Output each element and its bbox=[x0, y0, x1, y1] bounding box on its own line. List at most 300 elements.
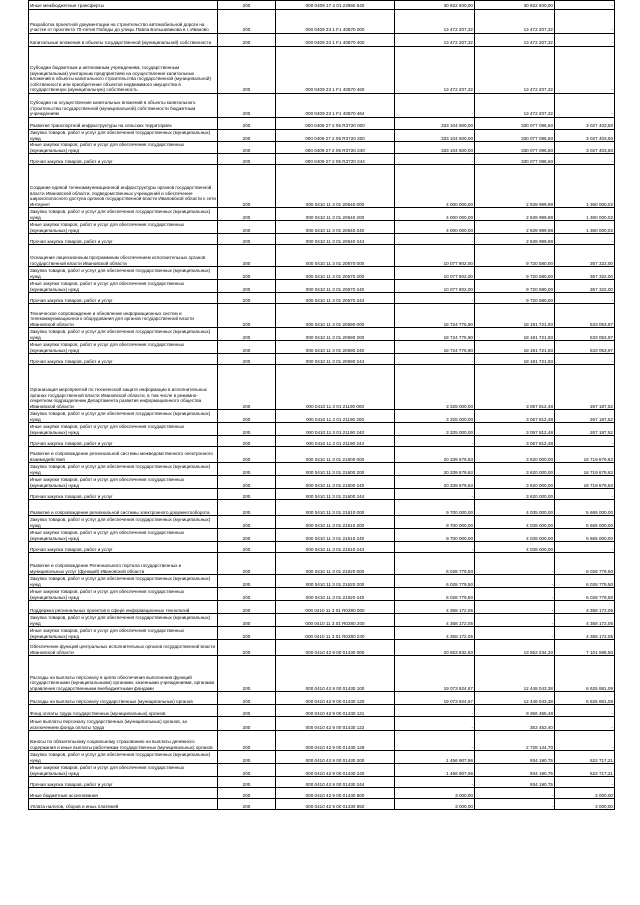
row-code-cell: 200 bbox=[218, 463, 276, 476]
row-executed-cell: 13 472 207,32 bbox=[475, 47, 555, 94]
row-executed-cell: 12 448 043,38 bbox=[475, 692, 555, 705]
row-name-cell: Закупка товаров, работ и услуг для обеспечения государственных (муниципальных) нужд bbox=[29, 410, 218, 423]
row-remaining-cell: 522 717,21 bbox=[555, 751, 615, 764]
row-code-cell: 200 bbox=[218, 705, 276, 717]
row-name-cell: Разработка проектной документации на строительство автомобильной дороги на участке от проспекта 70-летия Победы до улицы Павла Большевикова в г. Иваново bbox=[29, 10, 218, 34]
table-row bbox=[29, 234, 615, 245]
row-approved-cell: - bbox=[395, 717, 475, 731]
table-row bbox=[29, 788, 615, 799]
table-row bbox=[29, 267, 615, 280]
row-classification-cell: 000 0410 42 9 00 01430 100 bbox=[276, 656, 395, 692]
table-row bbox=[29, 476, 615, 489]
row-name-cell: Закупка товаров, работ и услуг для обеспечения государственных (муниципальных) нужд bbox=[29, 463, 218, 476]
row-code-cell: 200 bbox=[218, 10, 276, 34]
row-classification-cell: 000 0410 42 9 00 01430 850 bbox=[276, 799, 395, 810]
row-approved-cell: - bbox=[395, 354, 475, 365]
row-code-cell: 200 bbox=[218, 304, 276, 328]
row-approved-cell: - bbox=[395, 293, 475, 304]
table-row bbox=[29, 118, 615, 130]
row-name-cell: Развитие и сопровождение Регионального портала государственных и муниципальных услуг (функций) Ивановской области bbox=[29, 553, 218, 575]
row-code-cell: 200 bbox=[218, 94, 276, 118]
row-remaining-cell: - bbox=[555, 293, 615, 304]
row-name-cell: Иные закупки товаров, работ и услуг для обеспечения государственных (муниципальных) нужд bbox=[29, 529, 218, 542]
row-remaining-cell: 357 322,00 bbox=[555, 267, 615, 280]
row-code-cell: 200 bbox=[218, 553, 276, 575]
row-executed-cell: 9 720 580,00 bbox=[475, 267, 555, 280]
row-classification-cell: 000 0410 42 9 00 01430 244 bbox=[276, 777, 395, 788]
table-row bbox=[29, 627, 615, 640]
table-row bbox=[29, 436, 615, 447]
row-name-cell: Создание единой телекоммуникационной инфраструктуры органов государственной власти Ивановской области, подведомственных учреждений и обеспечение широкополосного доступа органов государственной власти Ивановской области к сети Интернет bbox=[29, 165, 218, 208]
row-approved-cell: 333 104 500,00 bbox=[395, 118, 475, 130]
row-remaining-cell: - bbox=[555, 717, 615, 731]
table-row bbox=[29, 601, 615, 614]
table-row bbox=[29, 10, 615, 34]
row-approved-cell: 10 077 902,00 bbox=[395, 245, 475, 267]
row-approved-cell: 1 456 907,96 bbox=[395, 751, 475, 764]
row-executed-cell: 3 057 812,48 bbox=[475, 365, 555, 410]
row-classification-cell: 000 0410 11 3 01 20690 240 bbox=[276, 341, 395, 354]
row-approved-cell: 9 700 000,00 bbox=[395, 516, 475, 529]
row-remaining-cell: 5 665 000,00 bbox=[555, 516, 615, 529]
row-code-cell: 200 bbox=[218, 489, 276, 500]
row-classification-cell: 000 0409 23 1 F1 40870 400 bbox=[276, 34, 395, 47]
row-code-cell: 200 bbox=[218, 436, 276, 447]
row-approved-cell: 20 339 679,63 bbox=[395, 476, 475, 489]
row-classification-cell: 000 0410 11 3 01 21190 000 bbox=[276, 365, 395, 410]
row-name-cell: Прочая закупка товаров, работ и услуг bbox=[29, 234, 218, 245]
row-code-cell: 200 bbox=[218, 476, 276, 489]
row-executed-cell: 13 472 207,32 bbox=[475, 10, 555, 34]
row-classification-cell: 000 0409 27 2 05 R3720 244 bbox=[276, 154, 395, 165]
table-row bbox=[29, 165, 615, 208]
row-remaining-cell: - bbox=[555, 47, 615, 94]
table-row bbox=[29, 764, 615, 777]
row-remaining-cell: - bbox=[555, 10, 615, 34]
table-row bbox=[29, 280, 615, 293]
row-executed-cell: 2 639 999,98 bbox=[475, 208, 555, 221]
row-name-cell: Поддержка региональных проектов в сфере информационных технологий bbox=[29, 601, 218, 614]
row-classification-cell: 000 0409 17 4 01 22960 540 bbox=[276, 1, 395, 10]
row-classification-cell: 000 0410 42 9 00 01430 240 bbox=[276, 764, 395, 777]
row-executed-cell: 2 639 999,98 bbox=[475, 221, 555, 234]
row-approved-cell: - bbox=[395, 234, 475, 245]
row-code-cell: 200 bbox=[218, 764, 276, 777]
row-remaining-cell: 4 358 172,05 bbox=[555, 601, 615, 614]
row-classification-cell: 000 0409 27 2 05 R3720 240 bbox=[276, 142, 395, 154]
row-classification-cell: 000 0410 11 3 01 21190 244 bbox=[276, 436, 395, 447]
row-code-cell: 200 bbox=[218, 234, 276, 245]
row-remaining-cell: - bbox=[555, 1, 615, 10]
table-row bbox=[29, 799, 615, 810]
table-row bbox=[29, 500, 615, 516]
row-executed-cell: 934 190,75 bbox=[475, 751, 555, 764]
row-name-cell: Развитие транспортной инфраструктуры на сельских территориях bbox=[29, 118, 218, 130]
row-approved-cell: 30 922 600,00 bbox=[395, 1, 475, 10]
row-executed-cell: 18 191 721,93 bbox=[475, 341, 555, 354]
row-approved-cell: 4 000 000,00 bbox=[395, 208, 475, 221]
row-classification-cell: 000 0410 42 9 00 01430 129 bbox=[276, 731, 395, 751]
table-row bbox=[29, 751, 615, 764]
row-code-cell: 200 bbox=[218, 293, 276, 304]
row-classification-cell: 000 0410 11 3 01 20640 240 bbox=[276, 221, 395, 234]
row-executed-cell: 9 720 580,00 bbox=[475, 293, 555, 304]
row-approved-cell: 3 325 000,00 bbox=[395, 365, 475, 410]
row-executed-cell: 934 190,75 bbox=[475, 764, 555, 777]
row-remaining-cell: - bbox=[555, 777, 615, 788]
row-approved-cell: 18 724 775,90 bbox=[395, 341, 475, 354]
row-classification-cell: 000 0410 42 9 00 01430 800 bbox=[276, 788, 395, 799]
row-approved-cell: 4 358 172,05 bbox=[395, 601, 475, 614]
row-name-cell: Закупка товаров, работ и услуг для обеспечения государственных (муниципальных) нужд bbox=[29, 267, 218, 280]
row-classification-cell: 000 0410 11 3 01 R0280 200 bbox=[276, 614, 395, 627]
row-name-cell: Иные закупки товаров, работ и услуг для обеспечения государственных (муниципальных) нужд bbox=[29, 341, 218, 354]
table-row bbox=[29, 142, 615, 154]
row-name-cell: Развитие и сопровождение региональной системы межведомственного электронного взаимодействия bbox=[29, 447, 218, 463]
row-code-cell: 200 bbox=[218, 165, 276, 208]
row-executed-cell: 3 620 000,00 bbox=[475, 489, 555, 500]
row-classification-cell: 000 0409 27 2 05 R3720 000 bbox=[276, 118, 395, 130]
row-remaining-cell: - bbox=[555, 94, 615, 118]
row-remaining-cell: 357 322,00 bbox=[555, 245, 615, 267]
row-classification-cell: 000 0410 42 9 00 01430 122 bbox=[276, 717, 395, 731]
row-executed-cell: 18 191 721,93 bbox=[475, 304, 555, 328]
table-row bbox=[29, 293, 615, 304]
row-remaining-cell: - bbox=[555, 542, 615, 553]
row-name-cell: Иные закупки товаров, работ и услуг для обеспечения государственных (муниципальных) нужд bbox=[29, 142, 218, 154]
row-code-cell: 200 bbox=[218, 365, 276, 410]
table-row bbox=[29, 614, 615, 627]
table-row bbox=[29, 529, 615, 542]
row-remaining-cell: 3 027 403,50 bbox=[555, 142, 615, 154]
row-remaining-cell: 16 719 679,63 bbox=[555, 447, 615, 463]
row-remaining-cell: 1 360 000,02 bbox=[555, 221, 615, 234]
row-classification-cell: 000 0410 11 3 01 20690 244 bbox=[276, 354, 395, 365]
row-executed-cell: 3 620 000,00 bbox=[475, 447, 555, 463]
table-row bbox=[29, 328, 615, 341]
table-row bbox=[29, 304, 615, 328]
row-code-cell: 200 bbox=[218, 423, 276, 436]
row-classification-cell: 000 0410 11 3 01 20640 000 bbox=[276, 165, 395, 208]
table-row bbox=[29, 423, 615, 436]
row-name-cell: Капитальные вложения в объекты государственной (муниципальной) собственности bbox=[29, 34, 218, 47]
row-classification-cell: 000 0410 11 3 01 21600 200 bbox=[276, 463, 395, 476]
row-code-cell: 200 bbox=[218, 640, 276, 656]
row-remaining-cell: - bbox=[555, 34, 615, 47]
row-code-cell: 200 bbox=[218, 516, 276, 529]
table-row bbox=[29, 354, 615, 365]
row-name-cell: Организация мероприятий по технической защите информации в исполнительных органах государственной власти Ивановской области, в том числе в режимно-секретном подразделении Департамента развития информационного общества Ивановской области bbox=[29, 365, 218, 410]
table-row bbox=[29, 94, 615, 118]
row-name-cell: Расходы на выплаты персоналу государственных (муниципальных) органов bbox=[29, 692, 218, 705]
row-code-cell: 200 bbox=[218, 799, 276, 810]
row-code-cell: 200 bbox=[218, 221, 276, 234]
table-row bbox=[29, 245, 615, 267]
row-remaining-cell: 6 028 779,50 bbox=[555, 575, 615, 588]
row-executed-cell: - bbox=[475, 627, 555, 640]
row-code-cell: 200 bbox=[218, 656, 276, 692]
row-remaining-cell: 5 665 000,00 bbox=[555, 500, 615, 516]
row-executed-cell: 3 620 000,00 bbox=[475, 463, 555, 476]
row-code-cell: 200 bbox=[218, 410, 276, 423]
row-classification-cell: 000 0410 11 3 01 20690 200 bbox=[276, 328, 395, 341]
row-approved-cell: 333 104 500,00 bbox=[395, 142, 475, 154]
row-approved-cell: - bbox=[395, 777, 475, 788]
row-remaining-cell: 7 101 598,50 bbox=[555, 640, 615, 656]
row-executed-cell: 934 190,75 bbox=[475, 777, 555, 788]
table-row bbox=[29, 705, 615, 717]
row-executed-cell: 4 035 000,00 bbox=[475, 500, 555, 516]
row-name-cell: Прочая закупка товаров, работ и услуг bbox=[29, 436, 218, 447]
row-executed-cell: - bbox=[475, 614, 555, 627]
row-classification-cell: 000 0410 11 3 01 20670 240 bbox=[276, 280, 395, 293]
row-code-cell: 200 bbox=[218, 328, 276, 341]
row-remaining-cell: 6 625 881,09 bbox=[555, 656, 615, 692]
row-approved-cell: 10 077 902,00 bbox=[395, 267, 475, 280]
row-name-cell: Прочая закупка товаров, работ и услуг bbox=[29, 542, 218, 553]
table-row bbox=[29, 130, 615, 142]
row-remaining-cell: - bbox=[555, 154, 615, 165]
row-classification-cell: 000 0410 11 3 01 21610 200 bbox=[276, 516, 395, 529]
row-name-cell: Иные закупки товаров, работ и услуг для обеспечения государственных (муниципальных) нужд bbox=[29, 588, 218, 601]
table-row bbox=[29, 47, 615, 94]
row-code-cell: 200 bbox=[218, 34, 276, 47]
row-classification-cell: 000 0410 11 3 01 R0280 000 bbox=[276, 601, 395, 614]
row-classification-cell: 000 0410 42 9 00 01430 121 bbox=[276, 705, 395, 717]
row-remaining-cell: 5 665 000,00 bbox=[555, 529, 615, 542]
row-code-cell: 200 bbox=[218, 751, 276, 764]
row-executed-cell: 2 639 999,98 bbox=[475, 234, 555, 245]
row-approved-cell: 6 028 779,50 bbox=[395, 588, 475, 601]
row-name-cell: Субсидии на осуществление капитальных вложений в объекты капитального строительства государственной (муниципальной) собственности бюджетным учреждениям bbox=[29, 94, 218, 118]
row-classification-cell: 000 0410 11 3 01 21600 000 bbox=[276, 447, 395, 463]
row-remaining-cell: 4 358 172,05 bbox=[555, 614, 615, 627]
row-remaining-cell: 533 053,97 bbox=[555, 328, 615, 341]
row-name-cell: Прочая закупка товаров, работ и услуг bbox=[29, 777, 218, 788]
row-name-cell: Закупка товаров, работ и услуг для обеспечения государственных (муниципальных) нужд bbox=[29, 575, 218, 588]
row-executed-cell: 3 057 812,48 bbox=[475, 423, 555, 436]
row-classification-cell: 000 0410 11 3 01 21610 000 bbox=[276, 500, 395, 516]
row-approved-cell: 18 724 775,90 bbox=[395, 328, 475, 341]
row-remaining-cell: - bbox=[555, 436, 615, 447]
row-remaining-cell: 267 187,52 bbox=[555, 423, 615, 436]
row-name-cell: Прочая закупка товаров, работ и услуг bbox=[29, 489, 218, 500]
row-remaining-cell: 6 625 881,09 bbox=[555, 692, 615, 705]
row-name-cell: Расходы на выплаты персоналу в целях обеспечения выполнения функций государственными (муниципальными) органами, казенными учреждениями, органами управления государственными внебюджетными фондами bbox=[29, 656, 218, 692]
row-classification-cell: 000 0410 11 3 01 21600 244 bbox=[276, 489, 395, 500]
row-remaining-cell: 522 717,21 bbox=[555, 764, 615, 777]
row-remaining-cell: 4 358 172,05 bbox=[555, 627, 615, 640]
row-classification-cell: 000 0410 11 3 01 21190 200 bbox=[276, 410, 395, 423]
row-executed-cell: 3 057 812,48 bbox=[475, 436, 555, 447]
row-executed-cell: 12 448 043,38 bbox=[475, 656, 555, 692]
row-code-cell: 200 bbox=[218, 614, 276, 627]
row-remaining-cell: 357 322,00 bbox=[555, 280, 615, 293]
row-executed-cell: 330 077 096,50 bbox=[475, 118, 555, 130]
row-remaining-cell: 267 187,52 bbox=[555, 365, 615, 410]
row-approved-cell: - bbox=[395, 436, 475, 447]
row-name-cell: Иные закупки товаров, работ и услуг для обеспечения государственных (муниципальных) нужд bbox=[29, 627, 218, 640]
row-executed-cell: 3 620 000,00 bbox=[475, 476, 555, 489]
row-classification-cell: 000 0410 11 3 01 21600 240 bbox=[276, 476, 395, 489]
row-approved-cell: 3 325 000,00 bbox=[395, 410, 475, 423]
row-classification-cell: 000 0410 11 3 01 21610 240 bbox=[276, 529, 395, 542]
row-executed-cell: 2 728 144,70 bbox=[475, 731, 555, 751]
row-name-cell: Иные закупки товаров, работ и услуг для обеспечения государственных (муниципальных) нужд bbox=[29, 476, 218, 489]
row-executed-cell: 330 077 096,50 bbox=[475, 130, 555, 142]
row-name-cell: Взносы по обязательному социальному страхованию на выплаты денежного содержания и иные выплаты работникам государственных (муниципальных) органов bbox=[29, 731, 218, 751]
row-code-cell: 200 bbox=[218, 118, 276, 130]
table-row bbox=[29, 692, 615, 705]
row-name-cell: Развитие и сопровождение региональной системы электронного документооборота bbox=[29, 500, 218, 516]
row-remaining-cell: 3 027 403,50 bbox=[555, 118, 615, 130]
row-remaining-cell: 16 719 679,63 bbox=[555, 476, 615, 489]
row-classification-cell: 000 0410 11 3 01 20670 244 bbox=[276, 293, 395, 304]
row-executed-cell: 9 720 580,00 bbox=[475, 245, 555, 267]
row-name-cell: Прочая закупка товаров, работ и услуг bbox=[29, 293, 218, 304]
row-executed-cell: 9 366 455,48 bbox=[475, 705, 555, 717]
row-name-cell: Иные закупки товаров, работ и услуг для обеспечения государственных (муниципальных) нужд bbox=[29, 423, 218, 436]
row-name-cell: Иные межбюджетные трансферты bbox=[29, 1, 218, 10]
row-approved-cell: 4 000 000,00 bbox=[395, 165, 475, 208]
row-remaining-cell: 267 187,52 bbox=[555, 410, 615, 423]
row-classification-cell: 000 0410 11 3 01 20690 000 bbox=[276, 304, 395, 328]
row-name-cell: Закупка товаров, работ и услуг для обеспечения государственных (муниципальных) нужд bbox=[29, 751, 218, 764]
row-approved-cell: 10 077 902,00 bbox=[395, 280, 475, 293]
row-classification-cell: 000 0410 11 3 01 21620 200 bbox=[276, 575, 395, 588]
row-approved-cell: 3 325 000,00 bbox=[395, 423, 475, 436]
row-approved-cell: - bbox=[395, 94, 475, 118]
row-name-cell: Уплата налогов, сборов и иных платежей bbox=[29, 799, 218, 810]
table-row bbox=[29, 731, 615, 751]
row-executed-cell: 330 077 096,50 bbox=[475, 142, 555, 154]
row-remaining-cell: 3 000,00 bbox=[555, 799, 615, 810]
row-name-cell: Закупка товаров, работ и услуг для обеспечения государственных (муниципальных) нужд bbox=[29, 516, 218, 529]
row-executed-cell: - bbox=[475, 553, 555, 575]
row-executed-cell: 353 453,40 bbox=[475, 717, 555, 731]
row-remaining-cell: 3 000,00 bbox=[555, 788, 615, 799]
row-name-cell: Иные выплаты персоналу государственных (муниципальных) органов, за исключением фонда оплаты труда bbox=[29, 717, 218, 731]
row-approved-cell: 20 339 679,63 bbox=[395, 447, 475, 463]
row-classification-cell: 000 0410 11 3 01 20670 200 bbox=[276, 267, 395, 280]
row-approved-cell: 4 358 172,05 bbox=[395, 627, 475, 640]
row-name-cell: Прочая закупка товаров, работ и услуг bbox=[29, 154, 218, 165]
table-row bbox=[29, 154, 615, 165]
row-code-cell: 200 bbox=[218, 447, 276, 463]
row-executed-cell: 13 472 207,32 bbox=[475, 94, 555, 118]
row-approved-cell: - bbox=[395, 705, 475, 717]
table-row bbox=[29, 588, 615, 601]
row-executed-cell: 330 077 096,50 bbox=[475, 154, 555, 165]
row-classification-cell: 000 0409 23 1 F1 40870 460 bbox=[276, 47, 395, 94]
table-row bbox=[29, 34, 615, 47]
row-remaining-cell: - bbox=[555, 705, 615, 717]
row-code-cell: 200 bbox=[218, 542, 276, 553]
row-approved-cell: - bbox=[395, 731, 475, 751]
row-code-cell: 200 bbox=[218, 354, 276, 365]
row-name-cell: Иные бюджетные ассигнования bbox=[29, 788, 218, 799]
row-classification-cell: 000 0410 11 3 01 20640 200 bbox=[276, 208, 395, 221]
row-approved-cell: 333 104 500,00 bbox=[395, 130, 475, 142]
row-name-cell: Техническое сопровождение и обновление информационных систем и телекоммуникационного оборудования для органов государственной власти Ивановской области bbox=[29, 304, 218, 328]
row-approved-cell: 9 700 000,00 bbox=[395, 529, 475, 542]
row-name-cell: Закупка товаров, работ и услуг для обеспечения государственных (муниципальных) нужд bbox=[29, 208, 218, 221]
row-executed-cell: - bbox=[475, 601, 555, 614]
row-approved-cell: 6 028 779,50 bbox=[395, 553, 475, 575]
row-code-cell: 200 bbox=[218, 788, 276, 799]
row-name-cell: Закупка товаров, работ и услуг для обеспечения государственных (муниципальных) нужд bbox=[29, 614, 218, 627]
row-approved-cell: 4 000 000,00 bbox=[395, 221, 475, 234]
row-name-cell: Иные закупки товаров, работ и услуг для обеспечения государственных (муниципальных) нужд bbox=[29, 764, 218, 777]
row-code-cell: 200 bbox=[218, 588, 276, 601]
row-classification-cell: 000 0410 11 3 01 20670 000 bbox=[276, 245, 395, 267]
row-remaining-cell: 6 028 779,50 bbox=[555, 553, 615, 575]
row-code-cell: 200 bbox=[218, 692, 276, 705]
row-executed-cell: 18 191 721,93 bbox=[475, 354, 555, 365]
row-executed-cell: - bbox=[475, 788, 555, 799]
row-remaining-cell: 3 027 403,50 bbox=[555, 130, 615, 142]
row-remaining-cell: - bbox=[555, 489, 615, 500]
row-classification-cell: 000 0410 11 3 01 R0280 240 bbox=[276, 627, 395, 640]
row-name-cell: Иные закупки товаров, работ и услуг для обеспечения государственных (муниципальных) нужд bbox=[29, 280, 218, 293]
row-classification-cell: 000 0409 23 1 F1 40870 464 bbox=[276, 94, 395, 118]
table-row bbox=[29, 575, 615, 588]
row-remaining-cell: 1 360 000,02 bbox=[555, 208, 615, 221]
row-remaining-cell: 6 028 779,50 bbox=[555, 588, 615, 601]
row-remaining-cell: - bbox=[555, 731, 615, 751]
row-code-cell: 200 bbox=[218, 208, 276, 221]
table-row bbox=[29, 463, 615, 476]
row-remaining-cell: 533 053,97 bbox=[555, 304, 615, 328]
row-name-cell: Иные закупки товаров, работ и услуг для обеспечения государственных (муниципальных) нужд bbox=[29, 221, 218, 234]
row-code-cell: 200 bbox=[218, 267, 276, 280]
row-code-cell: 200 bbox=[218, 717, 276, 731]
row-code-cell: 200 bbox=[218, 154, 276, 165]
row-approved-cell: 20 339 679,63 bbox=[395, 463, 475, 476]
row-approved-cell: 3 000,00 bbox=[395, 799, 475, 810]
row-remaining-cell: 1 360 000,02 bbox=[555, 165, 615, 208]
table-row bbox=[29, 1, 615, 10]
row-classification-cell: 000 0410 11 3 01 20640 244 bbox=[276, 234, 395, 245]
row-remaining-cell: 533 053,97 bbox=[555, 341, 615, 354]
row-approved-cell: 13 472 207,32 bbox=[395, 34, 475, 47]
row-approved-cell: 13 472 207,32 bbox=[395, 10, 475, 34]
row-classification-cell: 000 0410 11 3 01 21620 000 bbox=[276, 553, 395, 575]
row-executed-cell: 4 035 000,00 bbox=[475, 516, 555, 529]
row-executed-cell: 30 922 600,00 bbox=[475, 1, 555, 10]
row-approved-cell: 1 456 907,96 bbox=[395, 764, 475, 777]
table-row bbox=[29, 489, 615, 500]
row-code-cell: 200 bbox=[218, 575, 276, 588]
row-name-cell: Фонд оплаты труда государственных (муниципальных) органов bbox=[29, 705, 218, 717]
table-row bbox=[29, 410, 615, 423]
row-code-cell: 200 bbox=[218, 47, 276, 94]
row-executed-cell: 4 035 000,00 bbox=[475, 542, 555, 553]
row-executed-cell: 13 472 207,32 bbox=[475, 34, 555, 47]
row-name-cell: Субсидии бюджетным и автономным учреждениям, государственным (муниципальным) унитарным предприятиям на осуществление капитальных вложений в объекты капитального строительства государственной (муниципальной) собственности или приобретение объектов недвижимого имущества в государственную (муниципальную) собственность bbox=[29, 47, 218, 94]
table-row bbox=[29, 542, 615, 553]
table-row bbox=[29, 221, 615, 234]
table-row bbox=[29, 516, 615, 529]
row-approved-cell: 3 000,00 bbox=[395, 788, 475, 799]
row-name-cell: Прочая закупка товаров, работ и услуг bbox=[29, 354, 218, 365]
row-executed-cell: 2 639 999,98 bbox=[475, 165, 555, 208]
row-executed-cell: - bbox=[475, 575, 555, 588]
row-classification-cell: 000 0410 42 9 00 01430 200 bbox=[276, 751, 395, 764]
row-classification-cell: 000 0410 42 9 00 01430 120 bbox=[276, 692, 395, 705]
row-code-cell: 200 bbox=[218, 777, 276, 788]
row-executed-cell: 9 720 580,00 bbox=[475, 280, 555, 293]
